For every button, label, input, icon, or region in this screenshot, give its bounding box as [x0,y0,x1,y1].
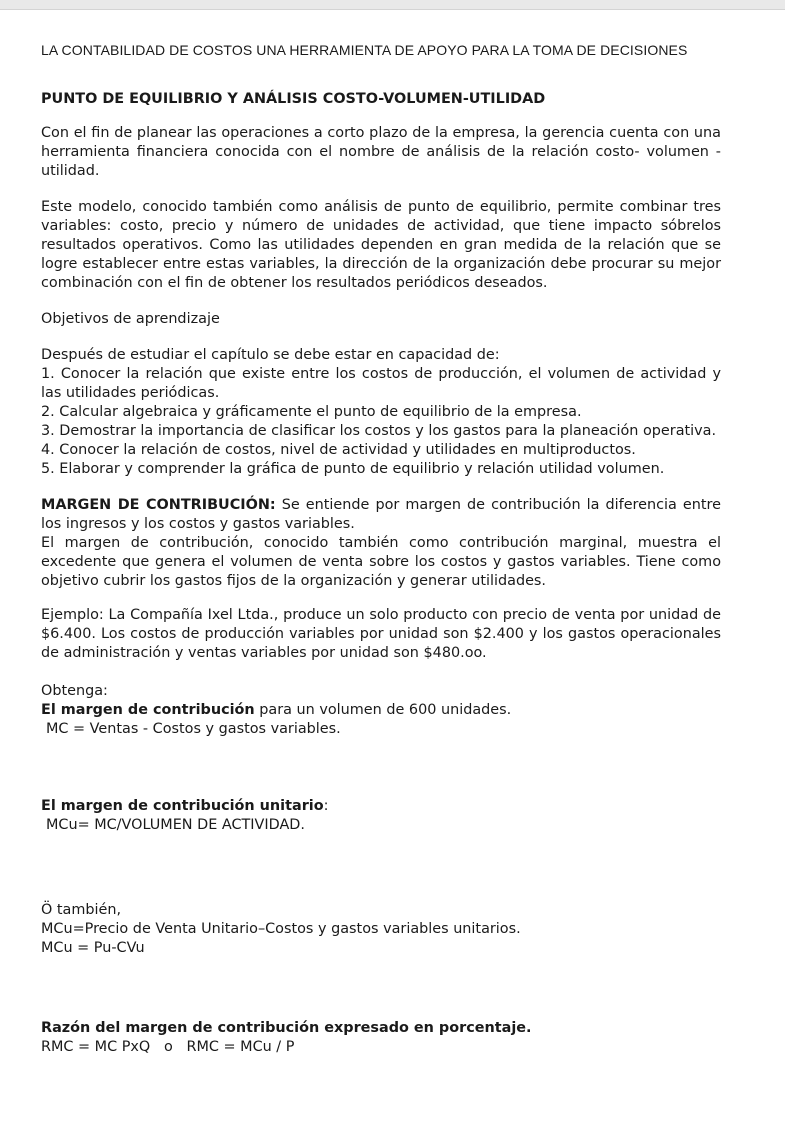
objective-item: 5. Elaborar y comprender la gráfica de punto de equilibrio y relación utilidad volumen. [41,461,665,477]
mc-rest: para un volumen de 600 unidades. [254,702,512,718]
spacer [41,739,721,797]
margin-term: MARGEN DE CONTRIBUCIÓN: [41,497,276,513]
mcu-line [41,797,721,816]
objective-item: 4. Conocer la relación de costos, nivel de actividad y utilidades en multiproductos. [41,442,636,458]
margin-definition-paragraph [41,496,721,534]
mcu-colon: : [323,798,329,814]
alt-formula-1: MCu=Precio de Venta Unitario–Costos y gastos variables unitarios. [41,921,521,937]
viewer-top-bar [0,0,785,10]
spacer [41,958,721,1019]
intro-paragraph-2: Este modelo, conocido también como análisis de punto de equilibrio, permite combinar tres variables: costo, precio y número de unidades de actividad, que tiene impacto sóbrelos resultados operativos. Como las utilidades dependen en gran medida de la relación que se logre establecer entre estas variables, la dirección de la organización debe procurar su mejor combinación con el fin de obtener los resultados periódicos deseados. [41,199,721,291]
section-title: PUNTO DE EQUILIBRIO Y ANÁLISIS COSTO-VOLUMEN-UTILIDAD [41,91,546,107]
obtain-label: Obtenga: [41,683,108,699]
objective-item: 3. Demostrar la importancia de clasificar los costos y los gastos para la planeación operativa. [41,423,717,439]
margin-explanation: El margen de contribución, conocido también como contribución marginal, muestra el excedente que genera el volumen de venta sobre los costos y gastos variables. Tiene como objetivo cubrir los gastos fijos de la organización y generar utilidades. [41,535,721,589]
mc-formula: MC = Ventas - Costos y gastos variables. [46,721,341,737]
intro-paragraph-1: Con el fin de planear las operaciones a corto plazo de la empresa, la gerencia cuenta con una herramienta financiera conocida con el nombre de análisis de la relación costo- volumen - utilidad. [41,125,721,179]
alt-formula-2: MCu = Pu-CVu [41,940,145,956]
document-page [41,42,721,1057]
example-paragraph: Ejemplo: La Compañía Ixel Ltda., produce un solo producto con precio de venta por unidad de $6.400. Los costos de producción variables por unidad son $2.400 y los gastos operacionales de administración y ventas variables por unidad son $480.oo. [41,607,721,661]
mc-line [41,701,721,720]
objective-item: 1. Conocer la relación que existe entre los costos de producción, el volumen de actividad y las utilidades periódicas. [41,366,721,401]
rmc-formula: RMC = MC PxQ o RMC = MCu / P [41,1039,295,1055]
mcu-formula: MCu= MC/VOLUMEN DE ACTIVIDAD. [46,817,305,833]
alt-label: Ö también, [41,902,122,918]
objectives-list [41,365,721,479]
spacer [41,835,721,901]
rmc-title: Razón del margen de contribución expresado en porcentaje. [41,1020,532,1036]
mcu-bold-label: El margen de contribución unitario [41,798,324,814]
objectives-intro: Después de estudiar el capítulo se debe estar en capacidad de: [41,347,500,363]
mc-bold-label: El margen de contribución [41,702,255,718]
document-header: LA CONTABILIDAD DE COSTOS UNA HERRAMIENTA DE APOYO PARA LA TOMA DE DECISIONES [41,42,688,58]
margin-definition: Se entiende por margen de contribución la diferencia entre los ingresos y los costos y gastos variables. [41,497,721,532]
objective-item: 2. Calcular algebraica y gráficamente el punto de equilibrio de la empresa. [41,404,582,420]
objectives-title: Objetivos de aprendizaje [41,311,220,327]
